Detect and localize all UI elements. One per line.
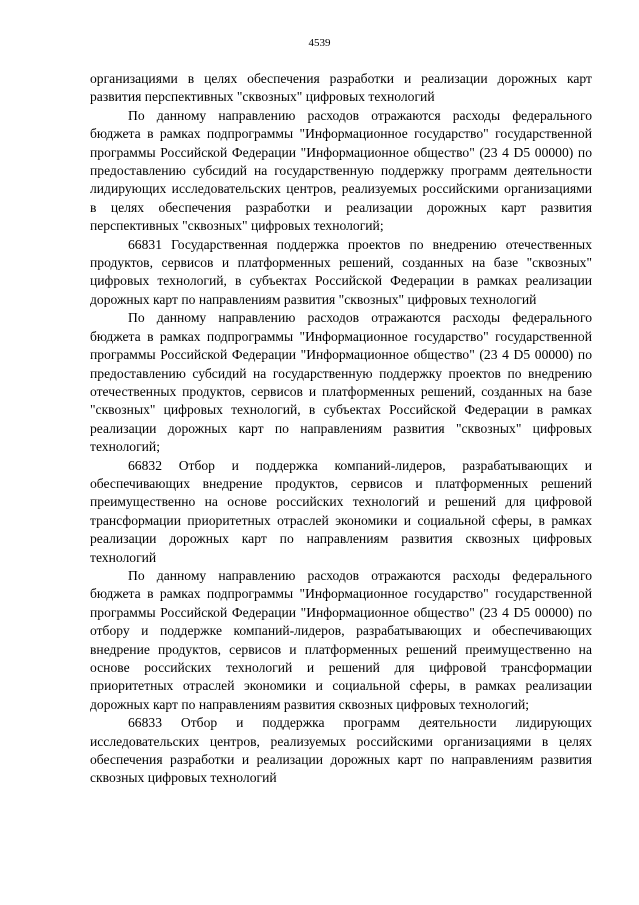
page-number: 4539: [308, 37, 331, 49]
paragraph-description: По данному направлению расходов отражаются расходы федерального бюджета в рамках подпрограммы "Информационное государство" государственной программы Российской Федерации "Информационное общество" (23 4 D5 00000) по предоставлению субсидий на государственную поддержку проектов по внедрению отечественных продуктов, сервисов и платформенных решений, созданных на базе "сквозных" цифровых технологий, в субъектах Российской Федерации в рамках реализации дорожных карт по направлениям развития "сквозных" цифровых технологий;: [90, 310, 592, 455]
paragraph-code-66831: 66831 Государственная поддержка проектов по внедрению отечественных продуктов, сервисов и платформенных решений, созданных на базе "сквозных" цифровых технологий, в субъектах Российской Федерации в рамках реализации дорожных карт по направлениям развития "сквозных" цифровых технологий: [90, 236, 592, 307]
document-body: [90, 70, 592, 788]
paragraph-code-66833: 66833 Отбор и поддержка программ деятельности лидирующих исследовательских центров, реализуемых российскими организациями в целях обеспечения разработки и реализации дорожных карт по направлениям развития сквозных цифровых технологий: [90, 715, 592, 786]
paragraph-code-66832: 66832 Отбор и поддержка компаний-лидеров, разрабатывающих и обеспечивающих внедрение продуктов, сервисов и платформенных решений преимущественно на основе российских технологий и решений для цифровой трансформации приоритетных отраслей экономики и социальной сферы, в рамках реализации дорожных карт по направлениям развития сквозных цифровых технологий: [90, 457, 592, 565]
paragraph-continuation: организациями в целях обеспечения разработки и реализации дорожных карт развития перспективных "сквозных" цифровых технологий: [90, 71, 592, 105]
paragraph-description: По данному направлению расходов отражаются расходы федерального бюджета в рамках подпрограммы "Информационное государство" государственной программы Российской Федерации "Информационное общество" (23 4 D5 00000) по предоставлению субсидий на государственную поддержку программ деятельности лидирующих исследовательских центров, реализуемых российскими организациями в целях обеспечения разработки и реализации дорожных карт развития перспективных "сквозных" цифровых технологий;: [90, 107, 592, 234]
paragraph-description: По данному направлению расходов отражаются расходы федерального бюджета в рамках подпрограммы "Информационное государство" государственной программы Российской Федерации "Информационное общество" (23 4 D5 00000) по отбору и поддержке компаний-лидеров, разрабатывающих и обеспечивающих внедрение продуктов, сервисов и платформенных решений преимущественно на основе российских технологий и решений для цифровой трансформации приоритетных отраслей экономики и социальной сферы, в рамках реализации дорожных карт по направлениям развития сквозных цифровых технологий;: [90, 567, 592, 712]
